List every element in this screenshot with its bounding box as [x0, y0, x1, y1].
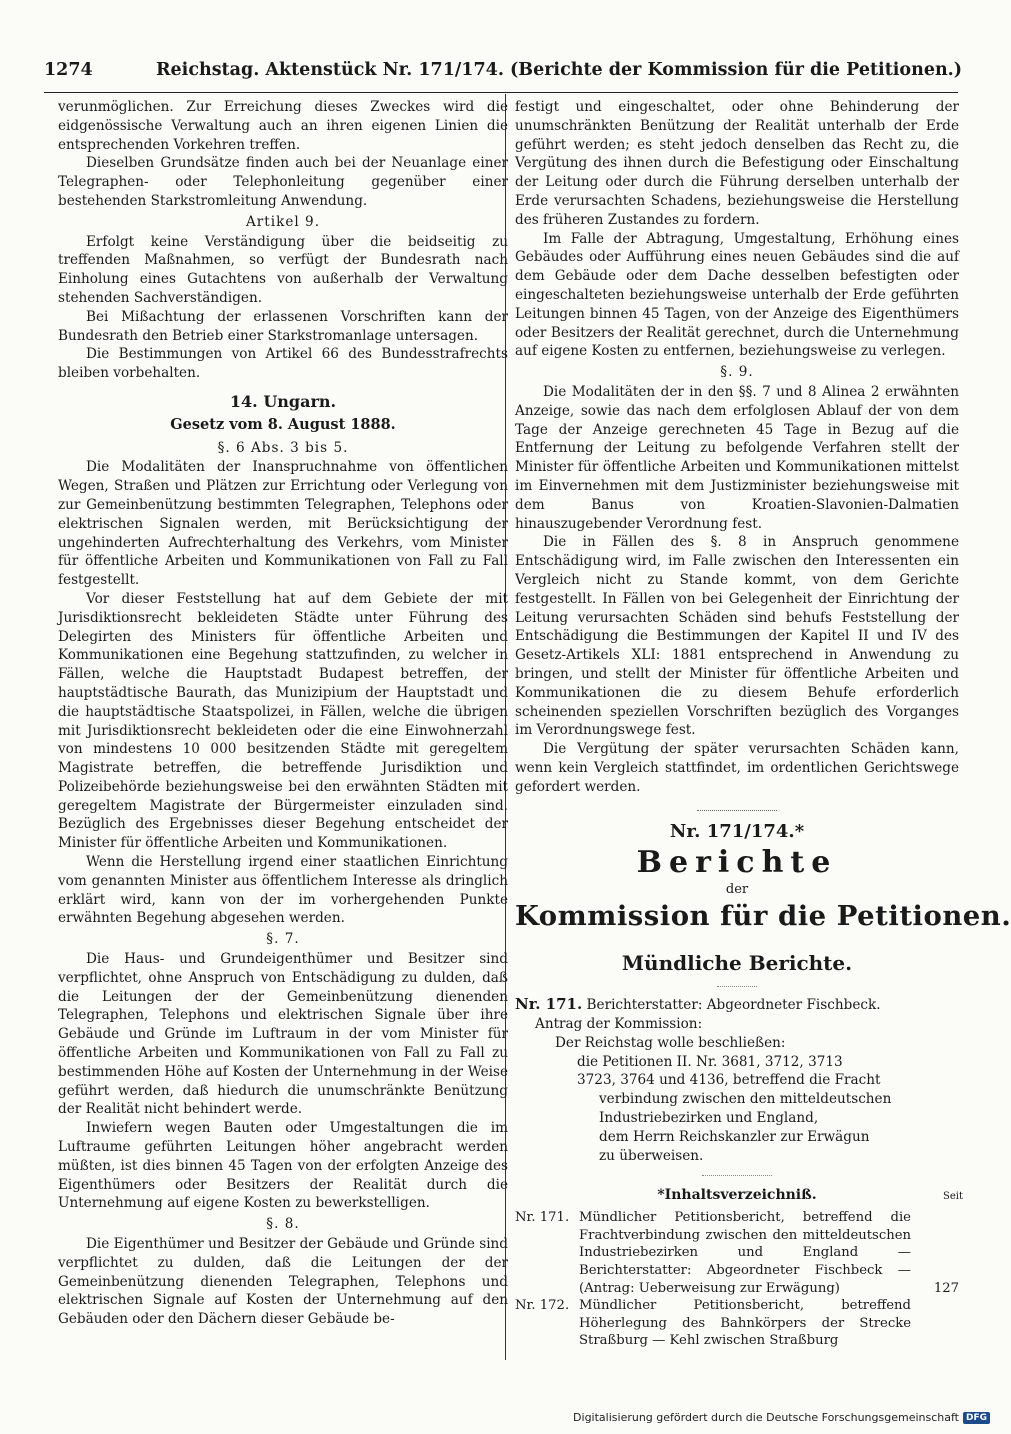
dfg-logo: DFG [963, 1412, 990, 1424]
paragraph-sign-heading: §. 8. [266, 1216, 300, 1233]
toc-entry [515, 1297, 959, 1350]
der-word: der [725, 882, 749, 898]
paragraph: Bei Mißachtung der erlassenen Vorschriften kann der Bundesrath den Betrieb einer Starkstromanlage untersagen. [58, 308, 508, 344]
resolution-line: 3723, 3764 und 4136, betreffend die Fracht [577, 1072, 881, 1089]
paragraph: Inwiefern wegen Bauten oder Umgestaltungen die im Luftraume geführten Leitungen höher angebracht werden müßten, ist dies binnen 45 Tagen von der erfolgten Anzeige des Eigenthümers oder Besitzers der Realität durch die Unternehmung auf eigene Kosten zu bewerkstelligen. [58, 1120, 508, 1212]
paragraph: festigt und eingeschaltet, oder ohne Behinderung der unumschränkten Benützung der Realität unterhalb der Erde geführt werden; es steht jedoch denselben das Recht zu, die Vergütung des ihnen durch die Befestigung oder Einschaltung der Leitung oder durch die Führung derselben unterhalb der Erde verursachten Schadens, beziehungsweise die Herstellung des früheren Zustandes zu fordern. [515, 99, 959, 228]
toc-entry-number: Nr. 171. [515, 1210, 570, 1226]
toc-page-label: Seit [943, 1191, 963, 1203]
paragraph-sign-heading: §. 6 Abs. 3 bis 5. [217, 439, 349, 456]
page-header [44, 56, 963, 88]
resolution-line: die Petitionen II. Nr. 3681, 3712, 3713 [577, 1053, 843, 1070]
toc-entry-text [579, 1209, 959, 1297]
credit-text: Digitalisierung gefördert durch die Deutsche Forschungsgemeinschaft [573, 1411, 959, 1424]
running-title: Reichstag. Aktenstück Nr. 171/174. (Berichte der Kommission für die Petitionen.) [156, 60, 963, 80]
paragraph: Wenn die Herstellung irgend einer staatlichen Einrichtung vom genannten Minister aus öffentlichem Interesse als dringlich erklärt wird, kann von der im vorhergehenden Punkte erwähnten Begehung abgesehen werden. [58, 854, 508, 927]
resolution-line: verbindung zwischen den mitteldeutschen [599, 1091, 892, 1108]
paragraph: Die in Fällen des §. 8 in Anspruch genommene Entschädigung wird, im Falle zwischen den Interessenten ein Vergleich nicht zu Stande kommt, von dem Gerichte festgestellt. In Fällen von bei Gelegenheit der Einrichtung der Leitung verursachten Schäden sind behufs Feststellung der Entschädigung die Bestimmungen der Kapitel II und IV des Gesetz-Artikels XLI: 1881 entsprechend in Anwendung zu bringen, und stellt der Minister für öffentliche Arbeiten und Kommunikationen die zu diesem Behufe erforderlich scheinenden speziellen Vorschriften bezüglich des Vorganges im Verordnungswege fest. [515, 534, 959, 739]
article-heading: Artikel 9. [245, 213, 321, 230]
paragraph: Dieselben Grundsätze finden auch bei der Neuanlage einer Telegraphen- oder Telephonleitung gegenüber einer bestehenden Starkstromleitung Anwendung. [58, 155, 508, 209]
paragraph: Vor dieser Feststellung hat auf dem Gebiete der mit Jurisdiktionsrecht bekleideten Städte unter Führung des Delegirten des Ministers für öffentliche Arbeiten und Kommunikationen eine Begehung stattzufinden, zu welcher in Fällen, welche die Hauptstadt Budapest betreffen, der hauptstädtische Baurath, das Munizipium der Hauptstadt und die hauptstädtische Staatspolizei, in Fällen, welche die übrigen mit Jurisdiktionsrecht bekleideten oder die eine Einwohnerzahl von mindestens 10 000 besitzenden Städte mit geregeltem Magistrate betreffen, die betreffende Jurisdiktion und Polizeibehörde beziehungsweise bei den erwähnten Städten mit geregeltem Magistrate der Bürgermeister einzuladen sind. Bezüglich des Ergebnisses dieser Begehung entscheidet der Minister für öffentliche Arbeiten und Kommunikationen. [58, 590, 508, 852]
right-column [515, 98, 1011, 1350]
separator [697, 810, 777, 811]
resolution-line: zu überweisen. [599, 1147, 704, 1164]
separator [717, 986, 757, 987]
paragraph-sign-heading: §. 9. [720, 364, 754, 381]
paragraph: Die Modalitäten der Inanspruchnahme von öffentlichen Wegen, Straßen und Plätzen zur Errichtung oder Verlegung von zur Gemeinbenützung bestimmten Telegraphen, Telephons oder elektrischen Signalen werden, mit Berücksichtigung der ungehinderten Aufrechterhaltung des Verkehrs, vom Minister für öffentliche Arbeiten und Kommunikationen von Fall zu Fall festgestellt. [58, 459, 508, 589]
paragraph: Erfolgt keine Verständigung über die beidseitig zu treffenden Maßnahmen, so verfügt der Bundesrath nach Einholung eines Gutachtens von außerhalb der Verwaltung stehenden Sachverständigen. [58, 233, 508, 306]
reporter-line: Berichterstatter: Abgeordneter Fischbeck. [586, 997, 881, 1014]
paragraph-sign-heading: §. 7. [266, 931, 300, 948]
berichte-title: Berichte [636, 845, 838, 881]
paragraph: Im Falle der Abtragung, Umgestaltung, Erhöhung eines Gebäudes oder Aufführung eines neuen Gebäudes sind die auf dem Gebäude oder dem Dache desselben befestigten oder eingeschalteten beziehungsweise unterhalb der Erde geführten Leitungen binnen 45 Tagen, von der Anzeige des Eigenthümers oder Besitzers der Realität gerechnet, durch die Unternehmung auf eigene Kosten zu entfernen, beziehungsweise zu verlegen. [515, 230, 959, 360]
resolution-line: Industriebezirken und England, [599, 1110, 819, 1127]
page-number: 1274 [44, 60, 93, 80]
paragraph: Die Haus- und Grundeigenthümer und Besitzer sind verpflichtet, ohne Anspruch von Entschädigung zu dulden, daß die Leitungen der der Gemeinbenützung dienenden Telegraphen, Telephons und elektrischen Signale über ihre Gebäude und Gründe im Luftraum in der vom Minister für öffentliche Arbeiten und Kommunikationen von Fall zu Fall zu bestimmenden Höhe auf Kosten der Unternehmung in der Weise geführt werden, daß hiedurch die unumschränkte Benützung der Realität nicht behindert werde. [58, 951, 508, 1118]
toc-entry-text [579, 1297, 959, 1350]
report-entry [515, 995, 959, 1015]
resolution-line: dem Herrn Reichskanzler zur Erwägun [599, 1128, 870, 1145]
toc-entry-description: Mündlicher Petitionsbericht, betreffend die Frachtverbindung zwischen den mitteldeutschen Industriebezirken und England — Berichterstatter: Abgeordneter Fischbeck — (Antrag: Ueberweisung zur Erwägung) [579, 1210, 911, 1296]
toc-entry [515, 1209, 959, 1297]
toc-entry-page: 127 [933, 1280, 959, 1296]
law-heading: Gesetz vom 8. August 1888. [170, 415, 396, 433]
toc-entry-description: Mündlicher Petitionsbericht, betreffend Höherlegung des Bahnkörpers der Strecke Straßburg — Kehl zwischen Straßburg [579, 1298, 911, 1349]
paragraph: Die Modalitäten der in den §§. 7 und 8 Alinea 2 erwähnten Anzeige, sowie das nach dem erfolglosen Ablauf der von dem Tage der Anzeige gerechneten 45 Tage in Bezug auf die Entfernung der Leitung zu befolgende Verfahren stellt der Minister für öffentliche Arbeiten und Kommunikationen mittelst im Einvernehmen mit dem Justizminister beziehungsweise mit dem Banus von Kroatien-Slavonien-Dalmatien hinauszugebender Verordnung fest. [515, 383, 959, 532]
paragraph: Die Bestimmungen von Artikel 66 des Bundesstrafrechts bleiben vorbehalten. [58, 346, 508, 382]
document-number-heading: Nr. 171/174.* [669, 821, 805, 843]
commission-title: Kommission für die Petitionen. [515, 900, 1011, 933]
paragraph: Die Vergütung der später verursachten Schäden kann, wenn kein Vergleich stattfindet, im ordentlichen Gerichtswege gefordert werden. [515, 741, 959, 795]
separator [702, 1175, 772, 1176]
toc-heading [515, 1186, 963, 1205]
paragraph: Die Eigenthümer und Besitzer der Gebäude und Gründe sind verpflichtet zu dulden, daß die Leitungen der der Gemeinbenützung dienenden Telegraphen, Telephons und elektrischen Signale auf Kosten der Unternehmung auf den Gebäuden oder den Dächern dieser Gebäude be- [58, 1236, 508, 1328]
digitization-credit [573, 1411, 990, 1424]
section-heading: 14. Ungarn. [229, 391, 337, 411]
motion-label: Antrag der Kommission: [535, 1016, 703, 1033]
paragraph: verunmöglichen. Zur Erreichung dieses Zweckes wird die eidgenössische Verwaltung auch an ihren eigenen Linien die entsprechenden Vorkehren treffen. [58, 99, 508, 153]
toc-title: *Inhaltsverzeichniß. [657, 1187, 817, 1204]
report-number: Nr. 171. [515, 995, 583, 1014]
left-column [58, 98, 508, 1329]
oral-reports-heading: Mündliche Berichte. [621, 951, 853, 976]
toc-entry-number: Nr. 172. [515, 1298, 570, 1314]
resolution-intro: Der Reichstag wolle beschließen: [555, 1034, 786, 1051]
header-rule [44, 92, 958, 93]
